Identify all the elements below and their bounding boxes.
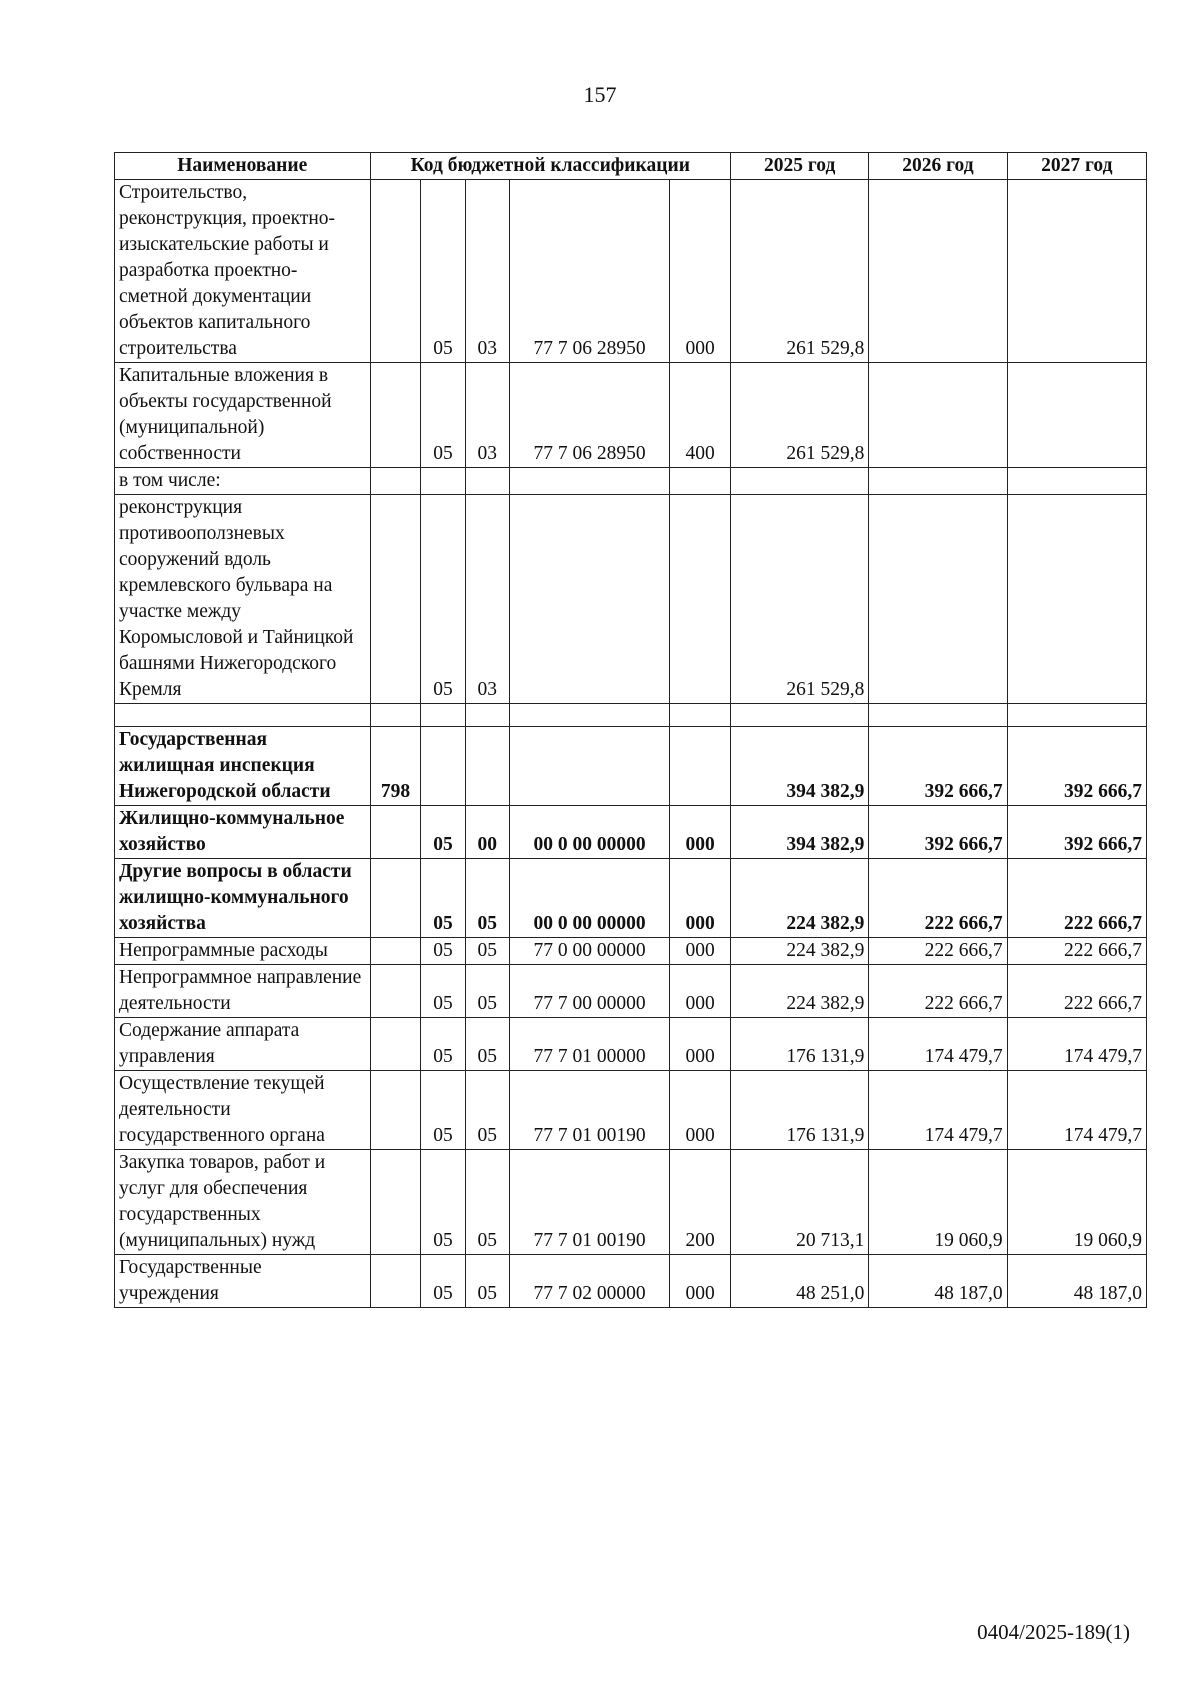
- cell-amount-2027: 19 060,9: [1007, 1150, 1146, 1255]
- cell-section: 05: [421, 363, 465, 468]
- cell-amount-2027: [1007, 468, 1146, 495]
- cell-expense-type: [670, 727, 731, 806]
- cell-expense-type: [670, 704, 731, 727]
- cell-grbs: [370, 1255, 421, 1308]
- cell-name: реконструкция противооползневых сооружений вдоль кремлевского бульвара на участке между Коромысловой и Тайницкой башнями Нижегородского Кремля: [115, 495, 371, 704]
- cell-amount-2027: 174 479,7: [1007, 1071, 1146, 1150]
- cell-subsection: 05: [465, 1018, 509, 1071]
- cell-section: 05: [421, 180, 465, 363]
- cell-subsection: 05: [465, 1150, 509, 1255]
- cell-amount-2026: [869, 704, 1007, 727]
- cell-expense-type: 400: [670, 363, 731, 468]
- cell-target-article: [509, 468, 669, 495]
- cell-amount-2026: 222 666,7: [869, 938, 1007, 965]
- cell-name: Закупка товаров, работ и услуг для обеспечения государственных (муниципальных) нужд: [115, 1150, 371, 1255]
- table-row: [115, 363, 1147, 468]
- cell-amount-2027: 222 666,7: [1007, 965, 1146, 1018]
- cell-amount-2025: 261 529,8: [731, 495, 869, 704]
- cell-amount-2025: 224 382,9: [731, 938, 869, 965]
- cell-amount-2025: 261 529,8: [731, 180, 869, 363]
- table-row: [115, 1071, 1147, 1150]
- cell-amount-2027: [1007, 363, 1146, 468]
- cell-grbs: [370, 859, 421, 938]
- table-row: [115, 1150, 1147, 1255]
- cell-amount-2027: 392 666,7: [1007, 806, 1146, 859]
- cell-section: 05: [421, 938, 465, 965]
- table-row: [115, 938, 1147, 965]
- page-number: 157: [583, 82, 617, 107]
- cell-subsection: [465, 468, 509, 495]
- cell-amount-2025: [731, 468, 869, 495]
- cell-section: 05: [421, 495, 465, 704]
- cell-name: Непрограммные расходы: [115, 938, 371, 965]
- table-body: [115, 180, 1147, 1308]
- cell-expense-type: 000: [670, 938, 731, 965]
- cell-section: 05: [421, 1071, 465, 1150]
- cell-subsection: [465, 704, 509, 727]
- cell-grbs: [370, 468, 421, 495]
- cell-expense-type: [670, 468, 731, 495]
- cell-name: Жилищно-коммунальное хозяйство: [115, 806, 371, 859]
- table-row: [115, 495, 1147, 704]
- cell-grbs: [370, 1150, 421, 1255]
- cell-subsection: 05: [465, 938, 509, 965]
- cell-section: 05: [421, 806, 465, 859]
- header-2027: 2027 год: [1007, 153, 1146, 180]
- cell-amount-2025: 224 382,9: [731, 965, 869, 1018]
- table-header-row: [115, 153, 1147, 180]
- cell-expense-type: 000: [670, 1018, 731, 1071]
- cell-subsection: 05: [465, 1255, 509, 1308]
- cell-expense-type: [670, 495, 731, 704]
- cell-grbs: [370, 495, 421, 704]
- cell-amount-2027: 222 666,7: [1007, 938, 1146, 965]
- cell-amount-2027: [1007, 495, 1146, 704]
- cell-target-article: 77 7 02 00000: [509, 1255, 669, 1308]
- cell-amount-2026: 48 187,0: [869, 1255, 1007, 1308]
- cell-target-article: [509, 495, 669, 704]
- cell-expense-type: 000: [670, 806, 731, 859]
- cell-expense-type: 000: [670, 1255, 731, 1308]
- cell-section: 05: [421, 1018, 465, 1071]
- cell-target-article: 77 7 06 28950: [509, 363, 669, 468]
- cell-name: Содержание аппарата управления: [115, 1018, 371, 1071]
- cell-section: 05: [421, 1255, 465, 1308]
- cell-target-article: [509, 727, 669, 806]
- cell-name: Государственная жилищная инспекция Нижегородской области: [115, 727, 371, 806]
- cell-subsection: 03: [465, 180, 509, 363]
- cell-grbs: [370, 938, 421, 965]
- cell-grbs: [370, 704, 421, 727]
- header-2025: 2025 год: [731, 153, 869, 180]
- cell-subsection: [465, 727, 509, 806]
- cell-amount-2025: 176 131,9: [731, 1018, 869, 1071]
- cell-section: 05: [421, 1150, 465, 1255]
- cell-amount-2025: 224 382,9: [731, 859, 869, 938]
- cell-grbs: 798: [370, 727, 421, 806]
- cell-amount-2026: [869, 468, 1007, 495]
- cell-section: [421, 468, 465, 495]
- cell-amount-2027: [1007, 180, 1146, 363]
- header-2026: 2026 год: [869, 153, 1007, 180]
- table-row: [115, 1018, 1147, 1071]
- cell-name: в том числе:: [115, 468, 371, 495]
- cell-subsection: 03: [465, 495, 509, 704]
- table-row: [115, 704, 1147, 727]
- cell-target-article: 77 0 00 00000: [509, 938, 669, 965]
- table-row: [115, 1255, 1147, 1308]
- table-row: [115, 468, 1147, 495]
- cell-amount-2026: 174 479,7: [869, 1071, 1007, 1150]
- cell-amount-2026: 392 666,7: [869, 727, 1007, 806]
- cell-target-article: 77 7 01 00190: [509, 1150, 669, 1255]
- cell-grbs: [370, 363, 421, 468]
- cell-expense-type: 000: [670, 965, 731, 1018]
- cell-name: [115, 704, 371, 727]
- cell-name: Непрограммное направление деятельности: [115, 965, 371, 1018]
- cell-grbs: [370, 806, 421, 859]
- cell-subsection: 05: [465, 1071, 509, 1150]
- budget-table: [114, 152, 1147, 1308]
- document-code: 0404/2025-189(1): [977, 1620, 1130, 1644]
- cell-expense-type: 200: [670, 1150, 731, 1255]
- cell-amount-2026: [869, 363, 1007, 468]
- cell-amount-2025: 394 382,9: [731, 806, 869, 859]
- cell-amount-2025: 394 382,9: [731, 727, 869, 806]
- cell-amount-2025: [731, 704, 869, 727]
- cell-grbs: [370, 1071, 421, 1150]
- cell-amount-2026: 19 060,9: [869, 1150, 1007, 1255]
- cell-target-article: 77 7 01 00190: [509, 1071, 669, 1150]
- cell-target-article: 00 0 00 00000: [509, 859, 669, 938]
- cell-subsection: 05: [465, 859, 509, 938]
- cell-target-article: 77 7 06 28950: [509, 180, 669, 363]
- table-row: [115, 180, 1147, 363]
- cell-name: Государственные учреждения: [115, 1255, 371, 1308]
- cell-subsection: 05: [465, 965, 509, 1018]
- cell-name: Осуществление текущей деятельности государственного органа: [115, 1071, 371, 1150]
- cell-amount-2026: 392 666,7: [869, 806, 1007, 859]
- table-row: [115, 859, 1147, 938]
- cell-amount-2027: [1007, 704, 1146, 727]
- cell-target-article: 77 7 01 00000: [509, 1018, 669, 1071]
- cell-subsection: 00: [465, 806, 509, 859]
- cell-amount-2025: 176 131,9: [731, 1071, 869, 1150]
- cell-section: 05: [421, 859, 465, 938]
- cell-target-article: 00 0 00 00000: [509, 806, 669, 859]
- header-code: Код бюджетной классификации: [370, 153, 731, 180]
- cell-amount-2027: 48 187,0: [1007, 1255, 1146, 1308]
- cell-amount-2026: 174 479,7: [869, 1018, 1007, 1071]
- cell-amount-2025: 48 251,0: [731, 1255, 869, 1308]
- cell-amount-2026: 222 666,7: [869, 859, 1007, 938]
- cell-amount-2026: 222 666,7: [869, 965, 1007, 1018]
- cell-target-article: 77 7 00 00000: [509, 965, 669, 1018]
- cell-amount-2026: [869, 180, 1007, 363]
- cell-grbs: [370, 1018, 421, 1071]
- cell-section: [421, 704, 465, 727]
- cell-amount-2027: 222 666,7: [1007, 859, 1146, 938]
- table-row: [115, 727, 1147, 806]
- cell-expense-type: 000: [670, 859, 731, 938]
- cell-amount-2027: 392 666,7: [1007, 727, 1146, 806]
- cell-section: 05: [421, 965, 465, 1018]
- cell-amount-2025: 261 529,8: [731, 363, 869, 468]
- cell-subsection: 03: [465, 363, 509, 468]
- cell-target-article: [509, 704, 669, 727]
- cell-section: [421, 727, 465, 806]
- cell-name: Другие вопросы в области жилищно-коммунального хозяйства: [115, 859, 371, 938]
- table-row: [115, 965, 1147, 1018]
- cell-amount-2026: [869, 495, 1007, 704]
- header-name: Наименование: [115, 153, 371, 180]
- cell-amount-2027: 174 479,7: [1007, 1018, 1146, 1071]
- cell-grbs: [370, 965, 421, 1018]
- cell-amount-2025: 20 713,1: [731, 1150, 869, 1255]
- cell-name: Капитальные вложения в объекты государственной (муниципальной) собственности: [115, 363, 371, 468]
- table-row: [115, 806, 1147, 859]
- cell-grbs: [370, 180, 421, 363]
- cell-name: Строительство, реконструкция, проектно-изыскательские работы и разработка проектно-сметной документации объектов капитального строительства: [115, 180, 371, 363]
- cell-expense-type: 000: [670, 180, 731, 363]
- cell-expense-type: 000: [670, 1071, 731, 1150]
